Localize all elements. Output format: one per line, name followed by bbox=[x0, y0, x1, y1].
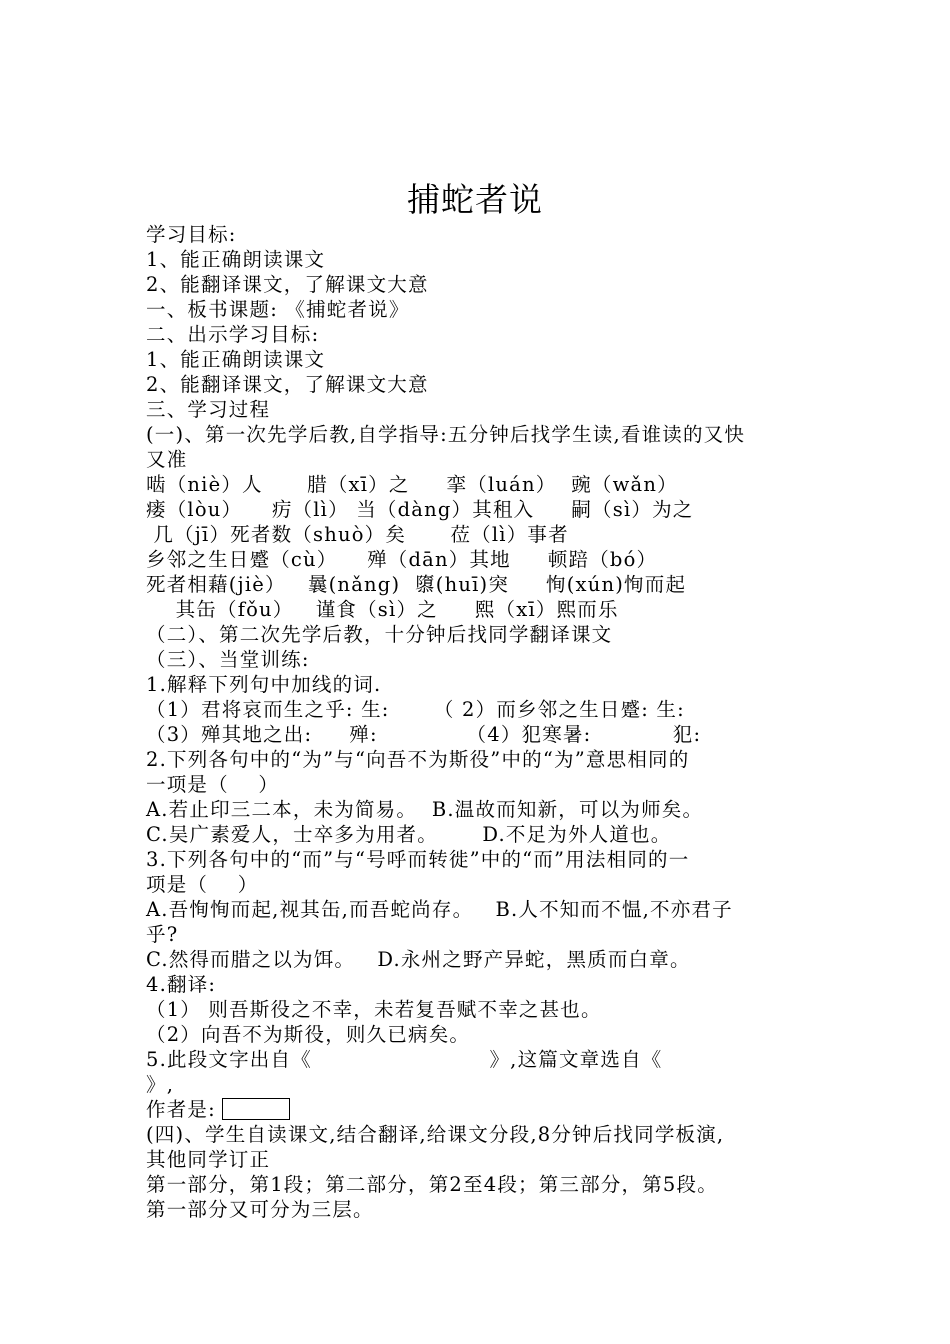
objective-line: 2、能翻译课文，了解课文大意 bbox=[146, 273, 429, 296]
document-body bbox=[146, 222, 816, 1222]
translation-line: （1） 则吾斯役之不幸，未若复吾赋不幸之甚也。 bbox=[146, 998, 602, 1021]
objectives-heading: 学习目标: bbox=[146, 223, 237, 246]
section-heading: 三、学习过程 bbox=[146, 398, 271, 421]
option-line: 乎? bbox=[146, 923, 179, 946]
question-line: 3.下列各句中的“而”与“号呼而转徙”中的“而”用法相同的一 bbox=[146, 848, 690, 871]
section-heading: 其他同学订正 bbox=[146, 1148, 271, 1171]
question-line: 5.此段文字出自《 》,这篇文章选自《 bbox=[146, 1048, 663, 1071]
section-heading: 二、出示学习目标: bbox=[146, 323, 320, 346]
section-heading: （三）、当堂训练: bbox=[146, 648, 310, 671]
translation-line: （2）向吾不为斯役，则久已病矣。 bbox=[146, 1023, 471, 1046]
author-line bbox=[146, 1097, 816, 1122]
pronunciation-line: 啮（niè）人 腊（xī）之 挛（luán） 豌（wǎn） bbox=[146, 473, 678, 496]
pronunciation-line: 死者相藉(jiè） 曩(nǎng) 隳(huī)突 恂(xún)恂而起 bbox=[146, 573, 687, 596]
question-line: 4.翻译: bbox=[146, 973, 217, 996]
author-answer-box bbox=[222, 1098, 290, 1120]
option-line: A.若止印三二本，未为简易。 B.温故而知新，可以为师矣。 bbox=[146, 798, 704, 821]
question-line: 1.解释下列句中加线的词. bbox=[146, 673, 382, 696]
pronunciation-line: 乡邻之生日蹙（cù） 殚（dān）其地 顿踣（bó） bbox=[146, 548, 658, 571]
option-line: A.吾恂恂而起,视其缶,而吾蛇尚存。 B.人不知而不愠,不亦君子 bbox=[146, 898, 733, 921]
option-line: C.吴广素爱人，士卒多为用者。 D.不足为外人道也。 bbox=[146, 823, 672, 846]
section-heading: （二）、第二次先学后教，十分钟后找同学翻译课文 bbox=[146, 623, 613, 646]
question-line: 2.下列各句中的“为”与“向吾不为斯役”中的“为”意思相同的 bbox=[146, 748, 690, 771]
instruction-line: (一)、第一次先学后教,自学指导:五分钟后找学生读,看谁读的又快 bbox=[146, 423, 746, 446]
section-heading: 一、板书课题: 《捕蛇者说》 bbox=[146, 298, 410, 321]
instruction-line: 又准 bbox=[146, 448, 188, 471]
option-line: C.然得而腊之以为饵。 D.永州之野产异蛇，黑质而白章。 bbox=[146, 948, 691, 971]
question-line: 项是（ ） bbox=[146, 873, 259, 896]
section-heading: (四)、学生自读课文,结合翻译,给课文分段,8分钟后找同学板演, bbox=[146, 1123, 725, 1146]
objective-line: 1、能正确朗读课文 bbox=[146, 248, 326, 271]
objective-line: 2、能翻译课文，了解课文大意 bbox=[146, 373, 429, 396]
pronunciation-line: 几（jī）死者数（shuò）矣 莅（lì）事者 bbox=[146, 523, 569, 546]
paragraph-line: 第一部分又可分为三层。 bbox=[146, 1198, 374, 1221]
question-line: （3）殚其地之出: 殚: （4）犯寒暑: 犯: bbox=[146, 723, 702, 746]
question-line: 一项是（ ） bbox=[146, 773, 280, 796]
pronunciation-line: 其缶（fǒu） 谨食（sì）之 熙（xī）熙而乐 bbox=[146, 598, 619, 621]
pronunciation-line: 瘘（lòu） 疠（lì） 当（dàng）其租入 嗣（sì）为之 bbox=[146, 498, 694, 521]
paragraph-line: 第一部分，第1段；第二部分，第2至4段；第三部分，第5段。 bbox=[146, 1173, 718, 1196]
question-line: 》, bbox=[146, 1073, 175, 1096]
objective-line: 1、能正确朗读课文 bbox=[146, 348, 326, 371]
question-line: （1）君将哀而生之乎: 生: （ 2）而乡邻之生日蹙: 生: bbox=[146, 698, 685, 721]
author-label: 作者是: bbox=[146, 1098, 216, 1121]
document-title: 捕蛇者说 bbox=[407, 180, 543, 219]
